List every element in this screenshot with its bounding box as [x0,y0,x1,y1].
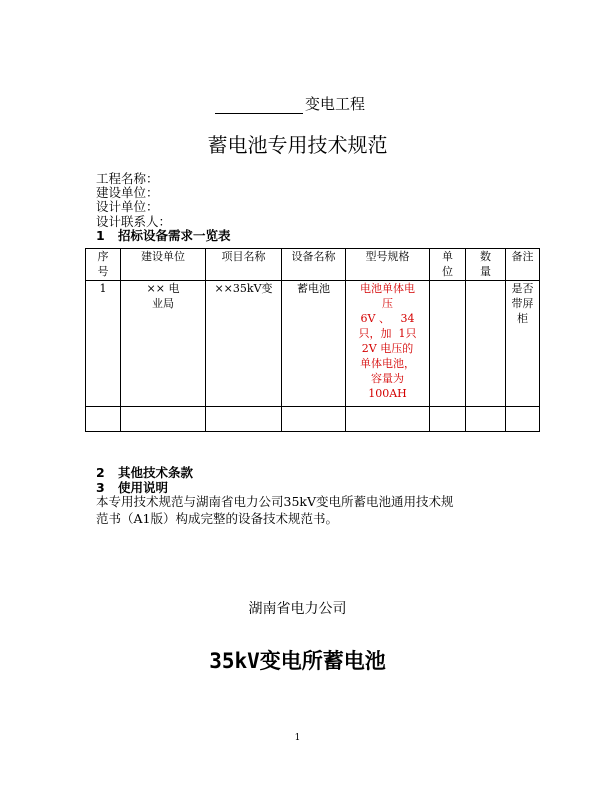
project-info [96,172,231,243]
usage-line-2: 范书（A1版）构成完整的设备技术规范书。 [96,511,338,526]
cell-device: 蓄电池 [282,281,346,407]
header-note: 备注 [506,249,540,281]
usage-paragraph [96,493,511,527]
table-empty-row [86,407,540,432]
cell-model: 电池单体电 压 6V 、 34 只，加 1只 2V 电压的 单体电池， 容量为 100AH [346,281,430,407]
section-1-heading [96,229,231,243]
table-header-row [86,249,540,281]
usage-line-1: 本专用技术规范与湖南省电力公司35kV变电所蓄电池通用技术规 [96,494,454,509]
header-device: 设备名称 [282,249,346,281]
cell-note: 是否 带屏 柜 [506,281,540,407]
section-3-number: 3 [96,480,105,495]
table-row [86,281,540,407]
header-qty: 数 量 [466,249,506,281]
section-2-title: 其他技术条款 [118,465,194,480]
blank-underline [215,99,303,114]
cell-qty [466,281,506,407]
contact-label: 设计联系人： [96,213,172,229]
section-2-number: 2 [96,465,105,480]
project-type-suffix: 变电工程 [305,95,366,113]
header-model: 型号规格 [346,249,430,281]
header-seq: 序 号 [86,249,121,281]
requirements-table [85,248,540,432]
document-subject: 35kV变电所蓄电池 [209,649,386,673]
cell-measure [430,281,466,407]
cell-seq: 1 [86,281,121,407]
company-name: 湖南省电力公司 [248,601,347,617]
document-title: 蓄电池专用技术规范 [207,133,388,157]
project-type-heading [215,93,365,114]
section-1-title: 招标设备需求一览表 [118,227,231,243]
designer-label: 设计单位： [96,199,159,215]
header-project: 项目名称 [206,249,282,281]
builder-label: 建设单位： [96,185,159,201]
section-1-number: 1 [96,227,105,243]
header-measure: 单 位 [430,249,466,281]
header-unit: 建设单位 [121,249,206,281]
project-name-label: 工程名称： [96,171,159,186]
cell-unit: ×× 电 业局 [121,281,206,407]
section-3-title: 使用说明 [118,480,169,495]
cell-project: ××35kV变 [206,281,282,407]
page-number: 1 [294,733,301,743]
